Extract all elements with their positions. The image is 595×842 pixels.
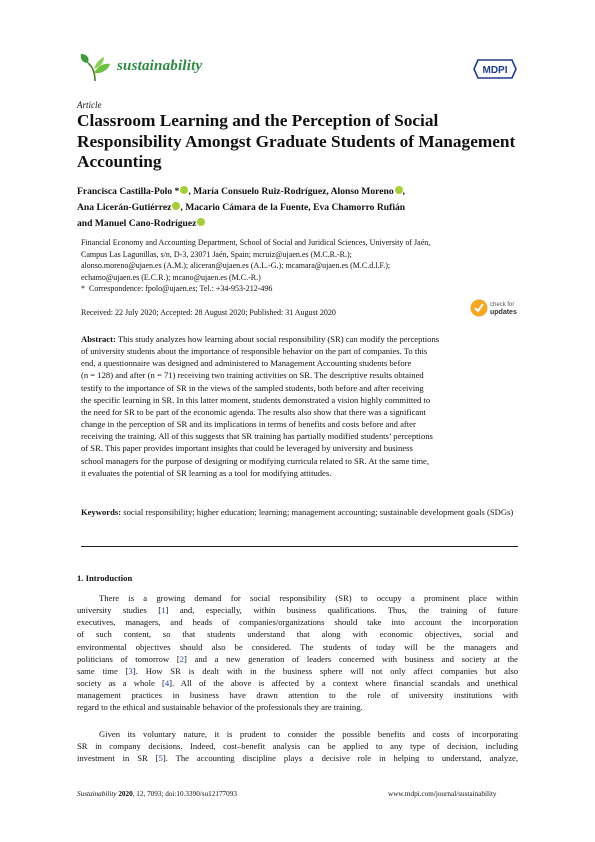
- citation-rest: , 12, 7093; doi:10.3390/su12177093: [132, 790, 237, 798]
- orcid-icon[interactable]: [395, 186, 403, 194]
- citation-link[interactable]: 3: [128, 665, 133, 676]
- citation-link[interactable]: 2: [179, 653, 185, 664]
- author-corresponding[interactable]: Francisca Castilla-Polo *: [77, 186, 180, 197]
- abstract-line: receiving the training. All of this suggests that SR training has partially modified students’ perceptions: [81, 431, 433, 442]
- affiliation-line: Campus Las Lagunillas, s/n, D-3, 23071 Jaén, Spain; mcruiz@ujaen.es (M.C.R.-R.);: [81, 249, 352, 259]
- author-names: , María Consuelo Ruiz-Rodríguez, Alonso Moreno: [188, 186, 394, 197]
- keywords-text: social responsibility; higher education; learning; management accounting; sustainable development goals (SDGs): [123, 507, 514, 517]
- section-heading: 1. Introduction: [77, 573, 133, 583]
- paragraph-line: regard to the ethical and sustainable behavior of the professionals they are training.: [77, 702, 363, 713]
- paragraph-line: politicians of tomorrow [2] and a new generation of leaders concerned with business and society at the: [77, 653, 518, 664]
- paragraph-line: investment in SR [5]. The accounting discipline plays a decisive role in helping to understand, analyze,: [77, 753, 518, 764]
- abstract-line: of SR. This paper provides important insights that could be leveraged by university and business: [81, 443, 413, 454]
- abstract-line: the need for SR to be part of the economic agenda. The results also show that there was a significant: [81, 406, 426, 417]
- check-for-updates-badge[interactable]: [470, 297, 520, 319]
- keywords: [81, 506, 518, 518]
- citation-link[interactable]: 5: [158, 753, 163, 764]
- affiliation-line: echamo@ujaen.es (E.C.R.); mcano@ujaen.es (M.C.-R.): [81, 272, 261, 282]
- paragraph-line: of such content, so that students understand that along with economic objectives, social and: [77, 629, 518, 640]
- correspondence-text[interactable]: Correspondence: fpolo@ujaen.es; Tel.: +34-953-212-496: [89, 284, 273, 293]
- paragraph-line: environmental objectives should also be considered. The students of today will be the managers and: [77, 641, 518, 652]
- citation-year: 2020: [118, 790, 133, 798]
- author-name: Ana Licerán-Gutiérrez: [77, 202, 172, 213]
- abstract-line: of university students about the importance of responsible behavior on the part of companies. To this: [81, 346, 428, 357]
- article-title: Classroom Learning and the Perception of Social Responsibility Amongst Graduate Students of Management Accounting: [77, 111, 516, 171]
- abstract: [81, 333, 518, 479]
- abstract-line: school managers for the purpose of designing or modifying curricula related to SR. At the same time,: [81, 455, 429, 466]
- abstract-label: Abstract:: [81, 334, 116, 344]
- mdpi-logo-text: MDPI: [482, 65, 508, 76]
- check-updates-line2: updates: [490, 309, 517, 316]
- article-type: Article: [77, 100, 102, 110]
- mdpi-logo[interactable]: [472, 58, 518, 80]
- abstract-line: This study analyzes how learning about social responsibility (SR) can modify the perceptions: [117, 334, 440, 344]
- author-separator: ,: [402, 186, 406, 197]
- abstract-line: it evaluates the potential of SR learning as a tool for modifying attitudes.: [81, 467, 332, 478]
- citation-link[interactable]: 1: [161, 605, 166, 616]
- intro-paragraph-2: [77, 728, 518, 764]
- author-list: [77, 184, 517, 232]
- paragraph-line: society as a whole [4]. All of the above is affected by a context where financial scandals and unethical: [77, 678, 518, 689]
- correspondence-mark: *: [81, 284, 85, 293]
- paragraph-line: executives, managers, and heads of companies/organizations should take into account the incorporation: [77, 617, 518, 628]
- paragraph-line: Given its voluntary nature, it is prudent to consider the possible benefits and costs of incorporating: [99, 729, 518, 739]
- citation-link[interactable]: 4: [164, 678, 170, 689]
- check-updates-line1: check for: [490, 302, 515, 308]
- section-divider: [81, 546, 518, 547]
- author-name: and Manuel Cano-Rodríguez: [77, 218, 197, 229]
- paragraph-line: SR in company decisions. Indeed, cost–benefit analysis can be applied to any type of decision, including: [77, 741, 518, 752]
- citation-journal: Sustainability: [77, 790, 117, 798]
- paragraph-line: university studies [1] and, especially, within business qualifications. Thus, the training of future: [77, 605, 518, 616]
- journal-name[interactable]: sustainability: [117, 58, 203, 74]
- author-names: , Macario Cámara de la Fuente, Eva Chamorro Rufián: [180, 202, 406, 213]
- affiliation: [81, 237, 521, 295]
- publication-dates: Received: 22 July 2020; Accepted: 28 August 2020; Published: 31 August 2020: [81, 308, 336, 317]
- footer-journal-url[interactable]: www.mdpi.com/journal/sustainability: [388, 790, 497, 798]
- correspondence: [81, 283, 521, 295]
- journal-leaf-logo: [78, 51, 112, 85]
- abstract-line: end, a questionnaire was designed and administered to Management Accounting students before: [81, 358, 412, 369]
- abstract-line: (n = 128) and after (n = 71) receiving two training activities on SR. The descriptive results obtained: [81, 370, 424, 381]
- paragraph-line: management practices in business have drawn attention to the role of university institutions with: [77, 690, 518, 701]
- intro-paragraph-1: [77, 592, 518, 714]
- abstract-line: the specific learning in SR. In this latter moment, students demonstrated a vision highly committed to: [81, 394, 431, 405]
- abstract-line: change in the perception of SR and its implications in terms of benefits and costs before and after: [81, 419, 416, 430]
- footer-citation: [77, 790, 237, 798]
- paragraph-line: There is a growing demand for social responsibility (SR) to occupy a prominent place within: [99, 593, 518, 603]
- keywords-label: Keywords:: [81, 507, 122, 517]
- abstract-line: testify to the importance of SR in the views of the sampled students, both before and after receiving: [81, 382, 424, 393]
- affiliation-line: Financial Economy and Accounting Department, School of Social and Juridical Sciences, University of Jaén,: [81, 238, 431, 247]
- affiliation-line: alonso.moreno@ujaen.es (A.M.); aliceran@ujaen.es (A.L.-G.); mcamara@ujaen.es (M.C.d.l.F.);: [81, 261, 391, 270]
- paragraph-line: same time [3]. How SR is dealt with in the business sphere will not only affect companies but also: [77, 665, 518, 676]
- orcid-icon[interactable]: [197, 218, 205, 226]
